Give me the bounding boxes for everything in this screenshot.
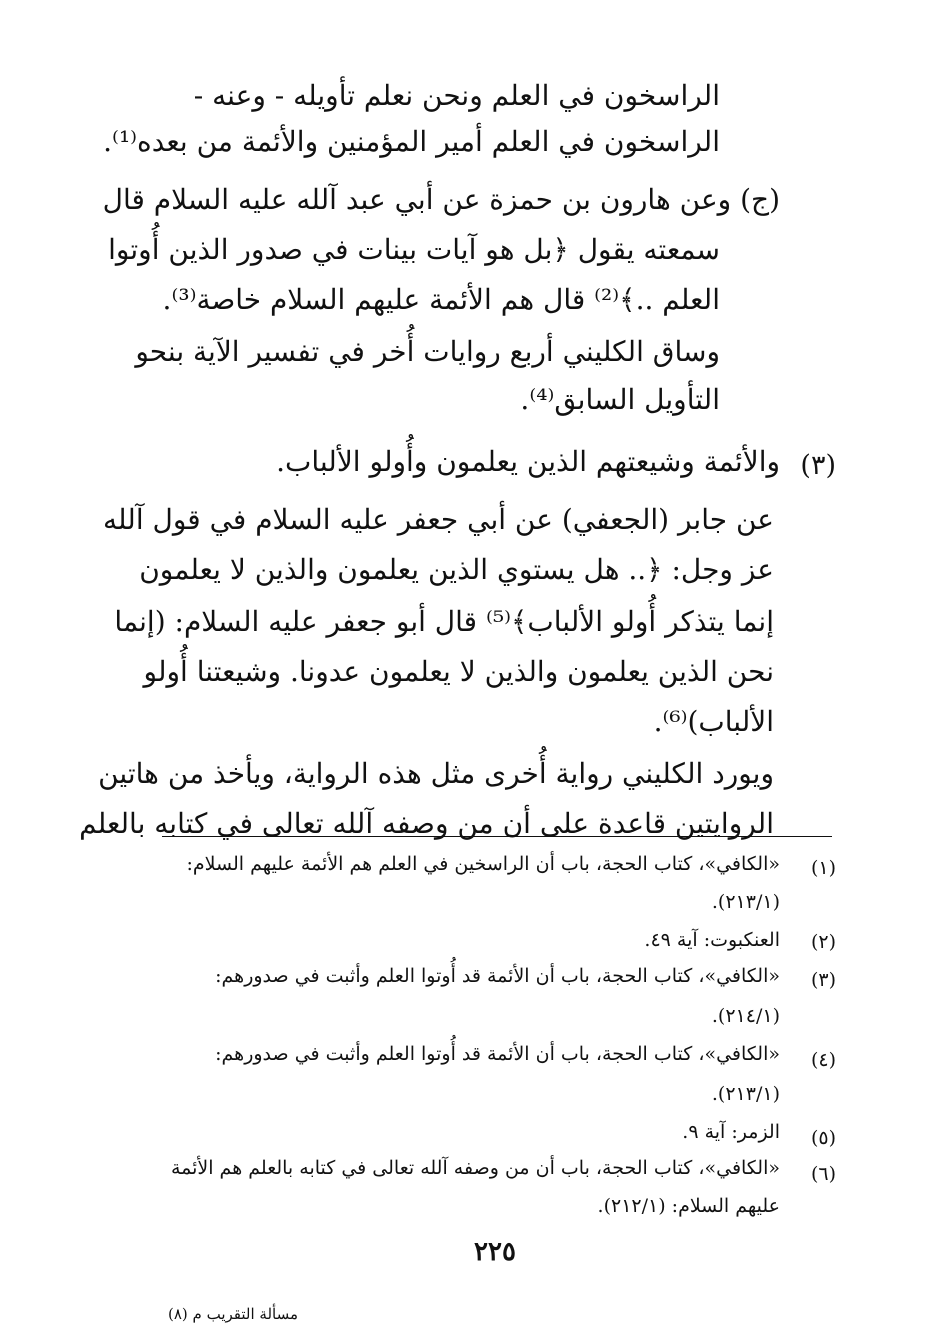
footnote-number-1: (١) [810,857,836,879]
signature-mark: مسألة التقريب م (٨) [168,1305,298,1323]
footnote-number-3: (٣) [810,969,836,991]
footnote-3-line-1: «الكافي»، كتاب الحجة، باب أن الأئمة قد أُوتوا العلم وأثبت في صدورهم: [215,965,780,987]
body-line-5: العلم ..﴾⁽²⁾ قال هم الأئمة عليهم السلام خاصة⁽³⁾. [162,283,720,316]
body-line-8: والأئمة وشيعتهم الذين يعلمون وأُولو الألباب. [276,445,780,478]
body-line-9: عن جابر (الجعفي) عن أبي جعفر عليه السلام في قول آلله [103,503,774,536]
footnote-6-line-2: عليهم السلام: (٢١٢/١). [597,1195,780,1217]
body-line-6: وساق الكليني أربع روايات أُخر في تفسير الآية بنحو [135,335,720,368]
footnote-number-6: (٦) [810,1163,836,1185]
body-line-14: ويورد الكليني رواية أُخرى مثل هذه الرواية، ويأخذ من هاتين [98,757,774,790]
footnote-2-line-1: العنكبوت: آية ٤٩. [644,929,780,951]
body-line-12: نحن الذين يعلمون والذين لا يعلمون عدونا. وشيعتنا أُولو [143,655,774,688]
footnote-1-line-1: «الكافي»، كتاب الحجة، باب أن الراسخين في العلم هم الأئمة عليهم السلام: [186,853,780,875]
page-number: ٢٢٥ [474,1237,516,1267]
footnote-1-line-2: (٢١٣/١). [711,891,780,913]
body-line-4: سمعته يقول ﴿بل هو آيات بينات في صدور الذين أُوتوا [108,233,720,266]
body-line-13: الألباب)⁽⁶⁾. [653,705,774,738]
body-line-10: عز وجل: ﴿.. هل يستوي الذين يعلمون والذين لا يعلمون [139,553,774,586]
footnote-3-line-2: (٢١٤/١). [711,1005,780,1027]
footnote-5-line-1: الزمر: آية ٩. [682,1121,780,1143]
footnote-6-line-1: «الكافي»، كتاب الحجة، باب أن من وصفه آلله تعالى في كتابه بالعلم هم الأئمة [170,1157,780,1179]
item-number: (٣) [800,450,836,481]
body-line-7: التأويل السابق⁽⁴⁾. [520,383,720,416]
footnote-number-5: (٥) [810,1127,836,1149]
body-line-15: الروايتين قاعدة على أن من وصفه آلله تعالى في كتابه بالعلم [79,807,774,840]
body-line-1: الراسخون في العلم ونحن نعلم تأويله - وعنه - [193,79,720,112]
footnote-4-line-1: «الكافي»، كتاب الحجة، باب أن الأئمة قد أُوتوا العلم وأثبت في صدورهم: [215,1043,780,1065]
body-line-3: (ج) وعن هارون بن حمزة عن أبي عبد آلله عليه السلام قال [102,183,780,216]
footnote-number-4: (٤) [810,1049,836,1071]
body-line-2: الراسخون في العلم أمير المؤمنين والأئمة من بعده⁽¹⁾. [103,125,720,158]
footnote-4-line-2: (٢١٣/١). [711,1083,780,1105]
footnote-number-2: (٢) [810,931,836,953]
footnote-separator [162,836,832,837]
body-line-11: إنما يتذكر أُولو الألباب﴾⁽⁵⁾ قال أبو جعفر عليه السلام: (إنما [114,605,774,638]
